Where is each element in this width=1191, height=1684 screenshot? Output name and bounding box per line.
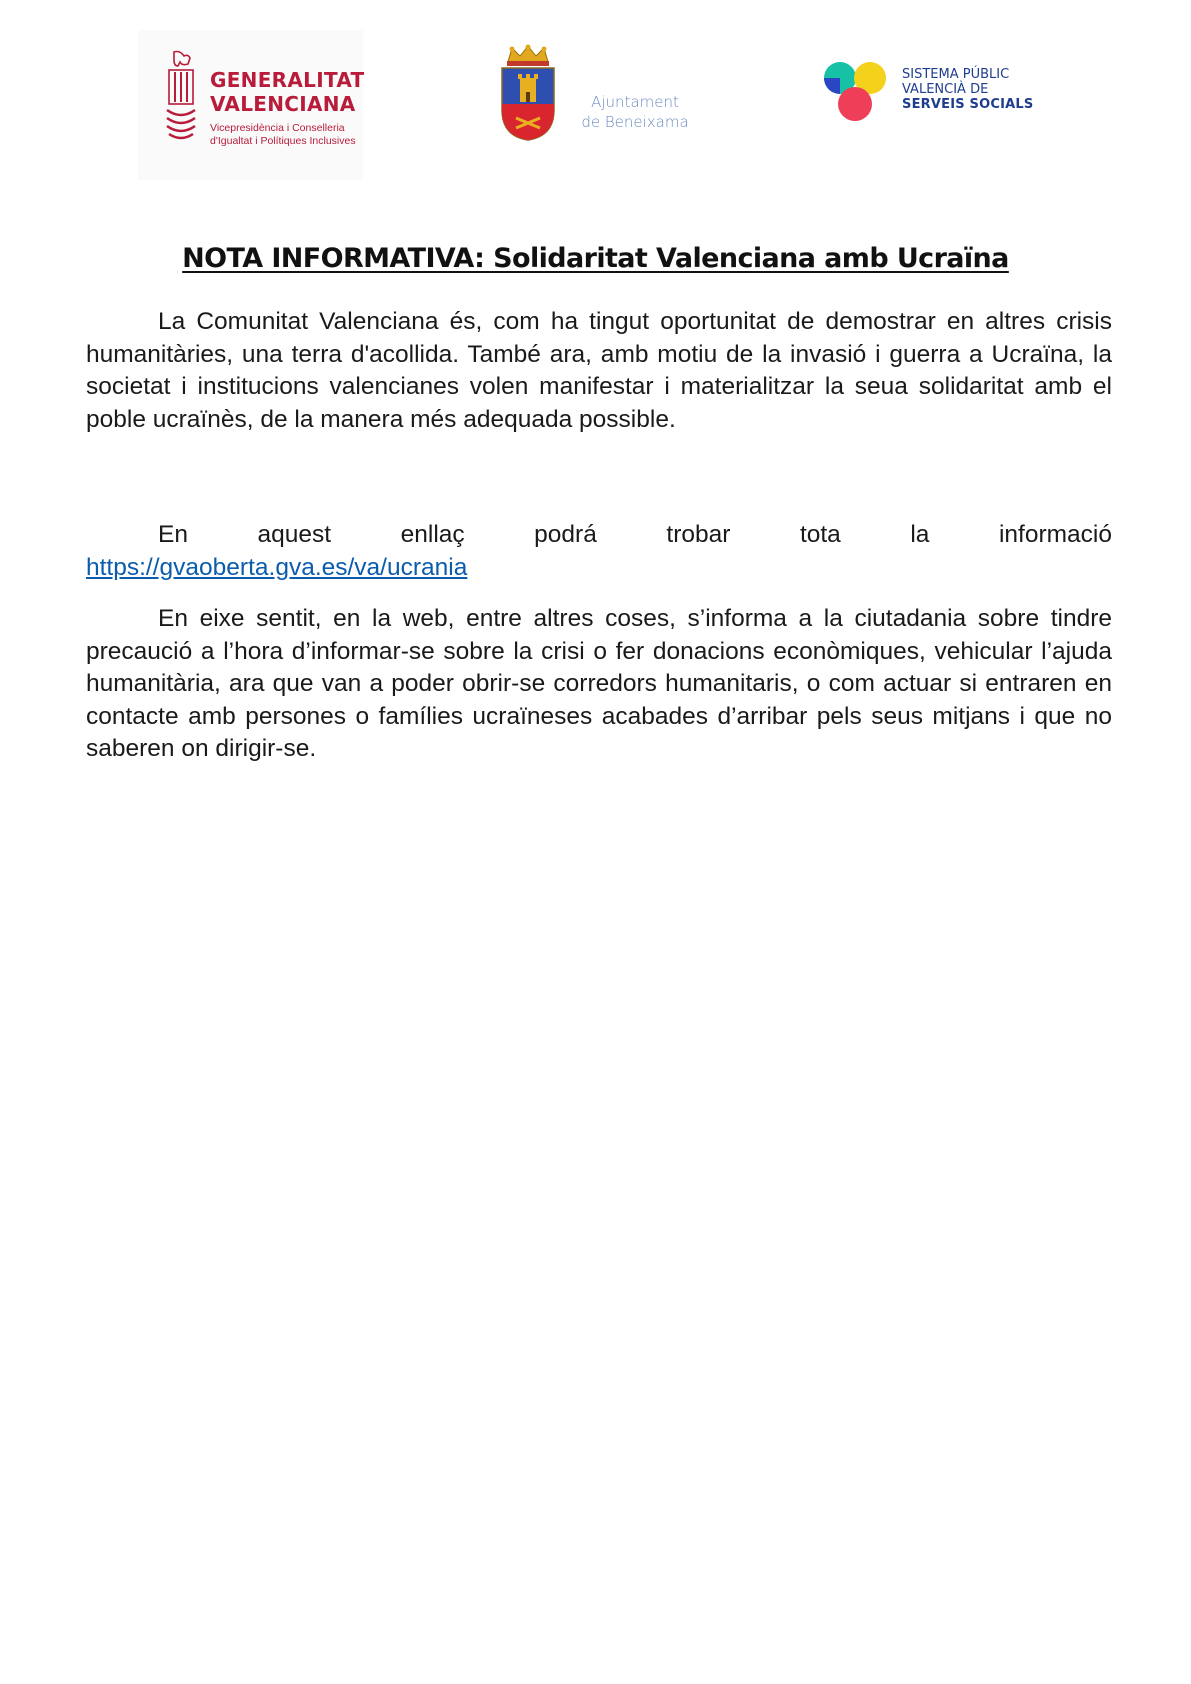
gva-name bbox=[210, 68, 365, 116]
paragraph-link bbox=[86, 519, 1112, 584]
paragraph-details: En eixe sentit, en la web, entre altres coses, s’informa a la ciutadania sobre tindre precaució a l’hora d’informar-se sobre la crisi o fer donacions econòmiques, vehicular l’ajuda humanitària, ara que van a poder obrir-se corredors humanitaris, o com actuar si entraren en contacte amb persones o famílies ucraïneses acabades d’arribar pels seus mitjans i que no saberen on dirigir-se. bbox=[86, 605, 1112, 762]
serveis-socials-circles-icon bbox=[822, 60, 892, 124]
serveis-socials-line3: SERVEIS SOCIALS bbox=[902, 97, 1034, 112]
document-title: NOTA INFORMATIVA: Solidaritat Valenciana amb Ucraïna bbox=[182, 243, 1009, 274]
serveis-socials-logo bbox=[822, 60, 1052, 130]
paragraph-link-text: En aquest enllaç podrá trobar tota la informació bbox=[158, 521, 1112, 548]
gva-department-line2: d'Igualtat i Polítiques Inclusives bbox=[210, 135, 356, 147]
beneixama-name bbox=[560, 92, 710, 132]
paragraph-intro: La Comunitat Valenciana és, com ha tingut oportunitat de demostrar en altres crisis humanitàries, una terra d'acollida. També ara, amb motiu de la invasió i guerra a Ucraïna, la societat i institucions valencianes volen manifestar i materialitzar la seua solidaritat amb el poble ucraïnès, de la manera més adequada possible. bbox=[86, 308, 1112, 433]
generalitat-valenciana-logo bbox=[138, 30, 363, 180]
beneixama-name-line1: Ajuntament bbox=[591, 93, 679, 111]
gva-department bbox=[210, 122, 356, 148]
page-header bbox=[0, 0, 1191, 190]
gva-name-line2: VALENCIANA bbox=[210, 92, 356, 116]
beneixama-shield-icon bbox=[498, 44, 558, 142]
gva-name-line1: GENERALITAT bbox=[210, 68, 365, 92]
ajuntament-beneixama-logo bbox=[498, 44, 708, 144]
gva-coat-of-arms-icon bbox=[164, 50, 198, 145]
serveis-socials-name bbox=[902, 67, 1033, 112]
gva-department-line1: Vicepresidència i Conselleria bbox=[210, 122, 345, 134]
beneixama-name-line2: de Beneixama bbox=[581, 113, 689, 131]
ucrania-info-link[interactable]: https://gvaoberta.gva.es/va/ucrania bbox=[86, 553, 468, 581]
serveis-socials-line1: SISTEMA PÚBLIC bbox=[902, 67, 1010, 82]
serveis-socials-line2: VALENCIÀ DE bbox=[902, 82, 989, 97]
